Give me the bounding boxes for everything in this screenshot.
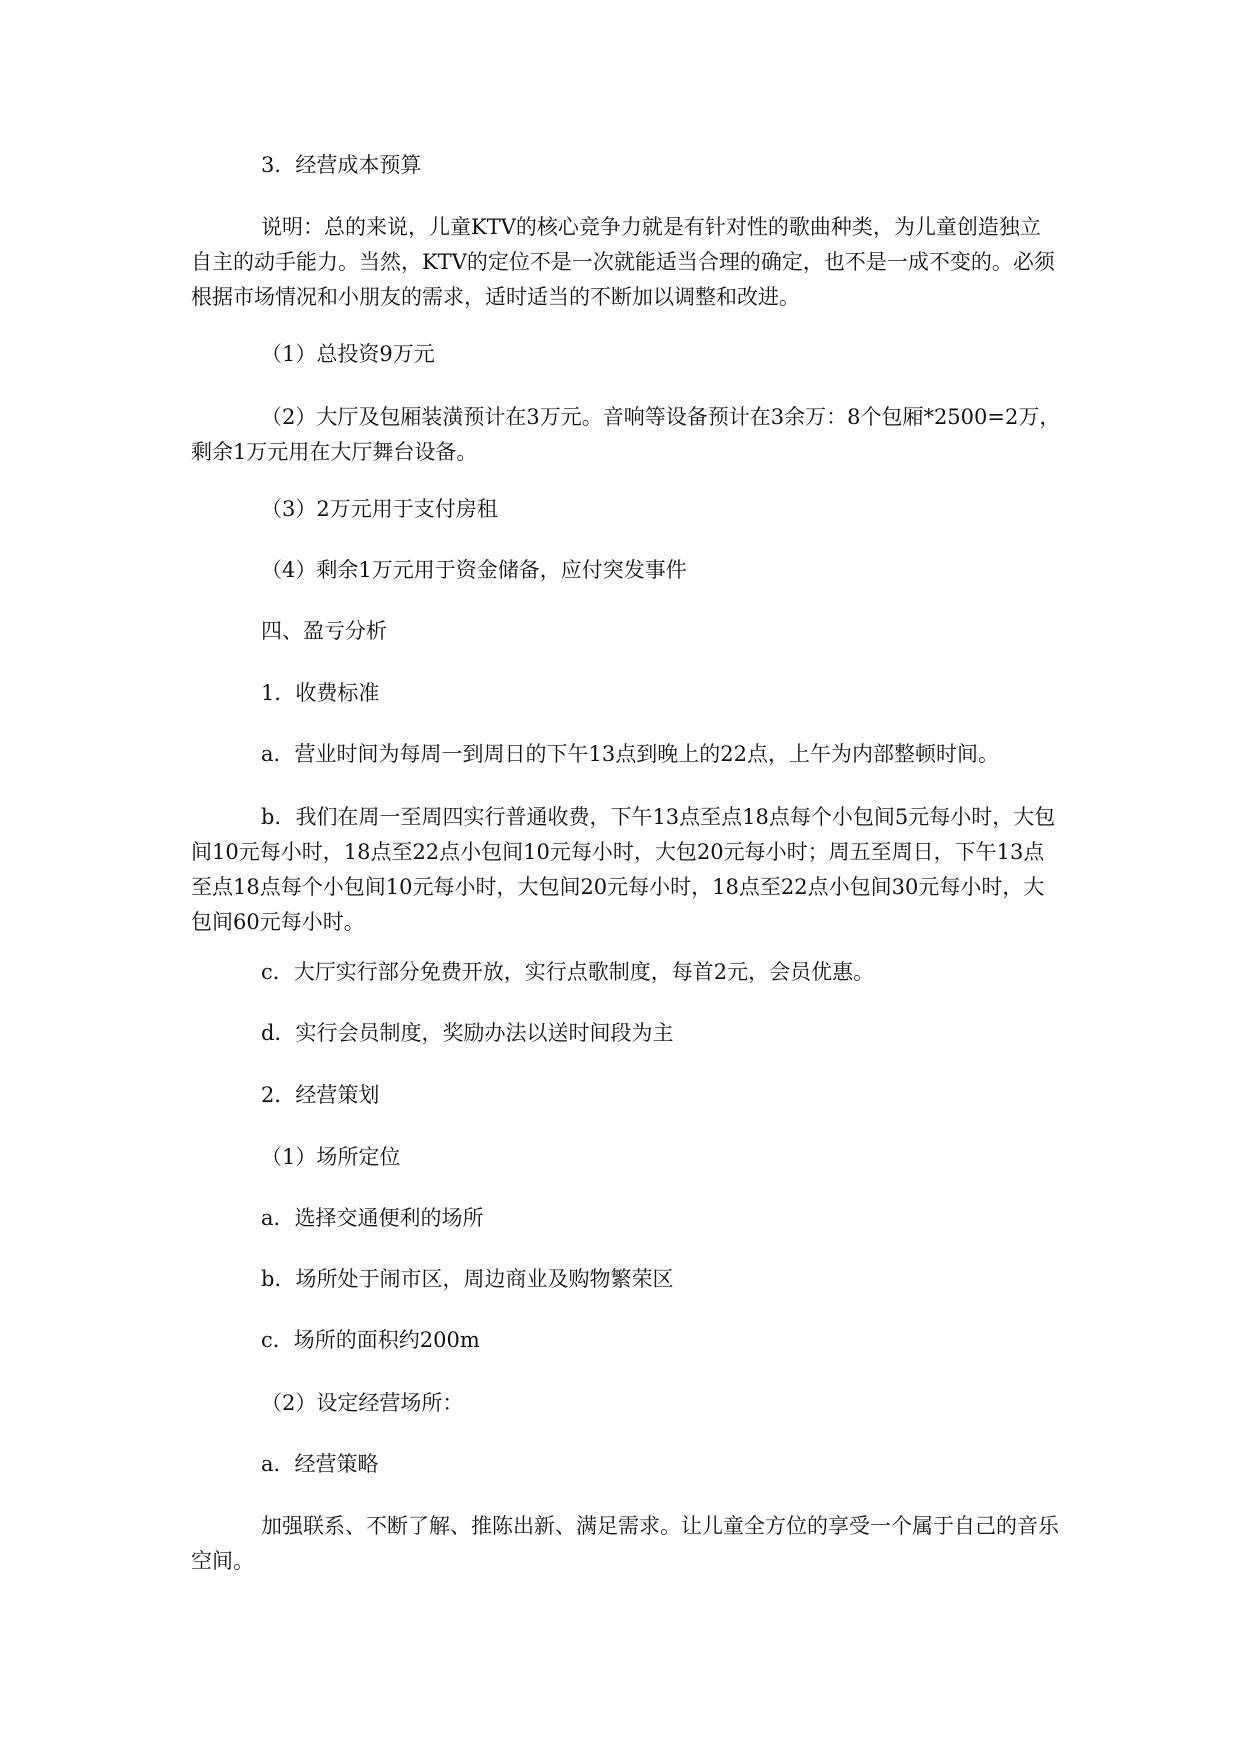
budget-item-4: （4）剩余1万元用于资金储备，应付突发事件 [261, 558, 687, 582]
fee-item-c: c．大厅实行部分免费开放，实行点歌制度，每首2元，会员优惠。 [261, 960, 875, 984]
explanation-paragraph: 说明：总的来说，儿童KTV的核心竞争力就是有针对性的歌曲种类，为儿童创造独立自主的动手能力。当然，KTV的定位不是一次就能适当合理的确定，也不是一成不变的。必须根据市场情况和小朋友的需求，适时适当的不断加以调整和改进。 [191, 215, 1055, 309]
fee-item-b: b．我们在周一至周四实行普通收费，下午13点至点18点每个小包间5元每小时，大包间10元每小时，18点至22点小包间10元每小时，大包20元每小时；周五至周日，下午13点至点18点每个小包间10元每小时，大包间20元每小时，18点至22点小包间30元每小时，大包间60元每小时。 [191, 805, 1056, 934]
budget-item-3: （3）2万元用于支付房租 [261, 497, 498, 521]
fee-item-a: a．营业时间为每周一到周日的下午13点到晚上的22点，上午为内部整顿时间。 [261, 742, 999, 766]
venue-item-b: b．场所处于闹市区，周边商业及购物繁荣区 [261, 1267, 674, 1291]
planning-item-venue-positioning: （1）场所定位 [261, 1145, 401, 1169]
section-heading-cost-budget: 3．经营成本预算 [261, 153, 422, 177]
budget-item-2: （2）大厅及包厢装潢预计在3万元。音响等设备预计在3余万：8个包厢*2500=2万，剩余1万元用在大厅舞台设备。 [191, 405, 1061, 464]
fee-item-d: d．实行会员制度，奖励办法以送时间段为主 [261, 1021, 674, 1045]
venue-item-c: c．场所的面积约200m [261, 1328, 480, 1352]
strategy-paragraph: 加强联系、不断了解、推陈出新、满足需求。让儿童全方位的享受一个属于自己的音乐空间。 [191, 1514, 1059, 1573]
budget-item-1: （1）总投资9万元 [261, 342, 435, 366]
planning-item-set-venue: （2）设定经营场所： [261, 1391, 464, 1415]
subheading-business-planning: 2．经营策划 [261, 1083, 380, 1107]
subheading-fee-standard: 1．收费标准 [261, 681, 380, 705]
strategy-item-a: a．经营策略 [261, 1452, 379, 1476]
section-heading-profit-analysis: 四、盈亏分析 [261, 619, 387, 643]
venue-item-a: a．选择交通便利的场所 [261, 1206, 484, 1230]
